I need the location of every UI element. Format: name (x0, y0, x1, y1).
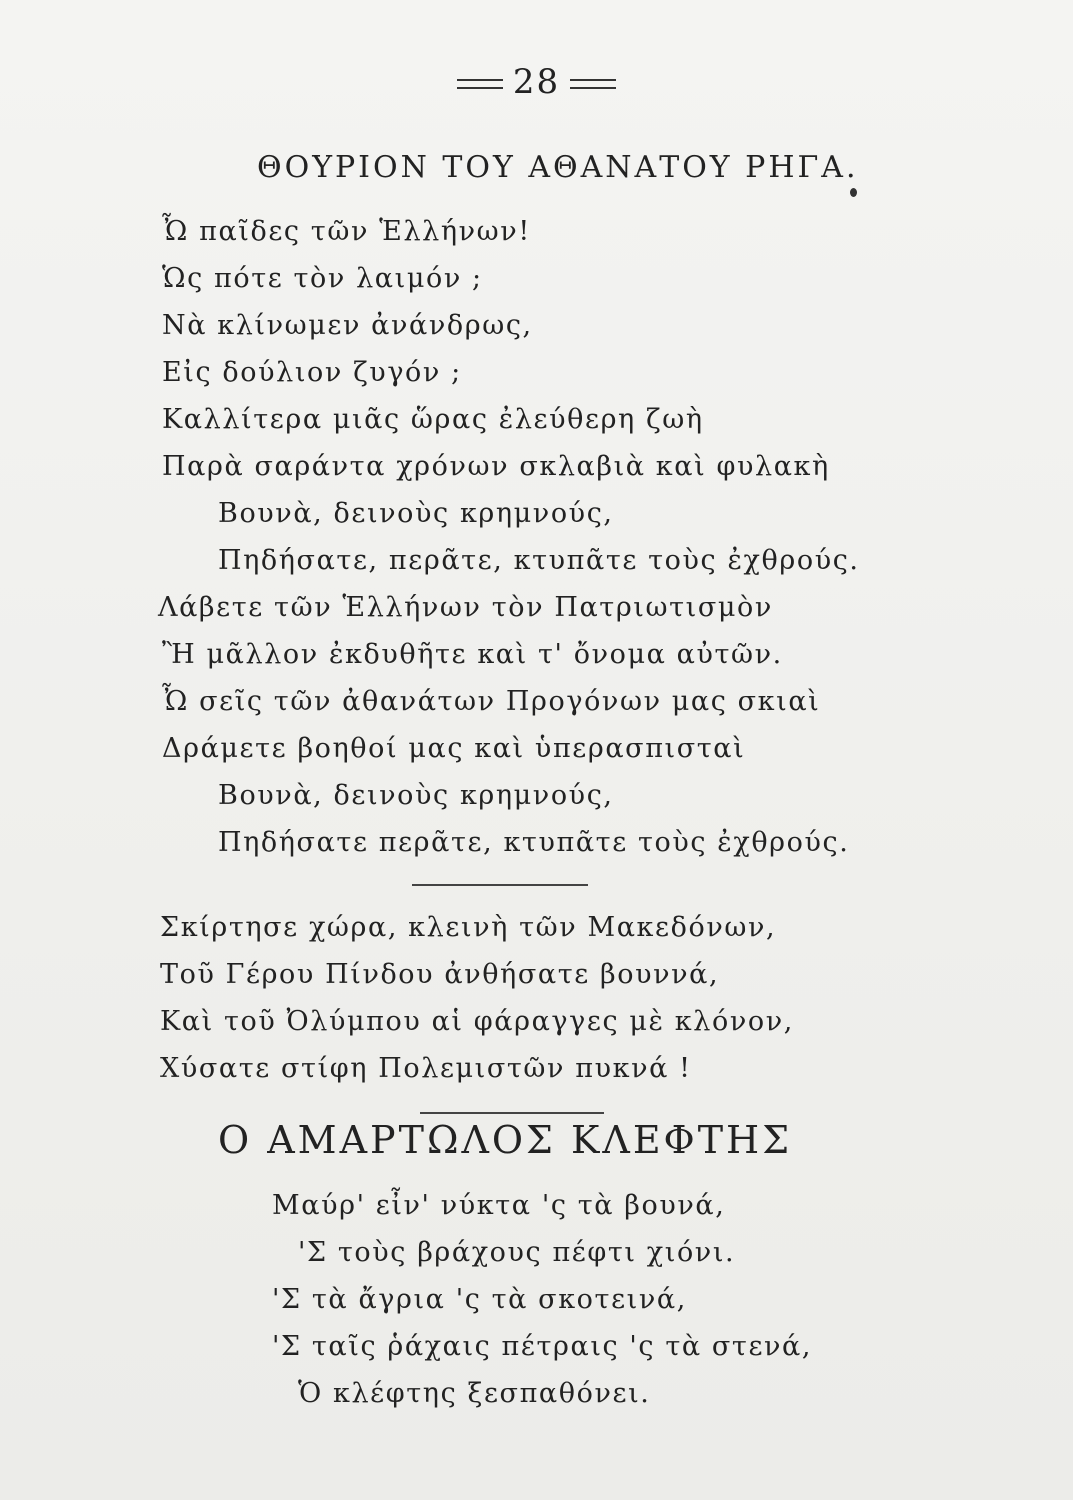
poem-line: Πηδήσατε, περᾶτε, κτυπᾶτε τοὺς ἐχθρούς. (218, 545, 860, 576)
poem-line: Χύσατε στίφη Πολεμιστῶν πυκνά ! (160, 1053, 692, 1084)
poem-line: Βουνὰ, δεινοὺς κρημνούς, (218, 498, 614, 529)
poem-line: Βουνὰ, δεινοὺς κρημνούς, (218, 780, 614, 811)
poem-line: 'Σ τοὺς βράχους πέφτι χιόνι. (298, 1237, 736, 1268)
poem-line: Ὦ παῖδες τῶν Ἑλλήνων! (162, 216, 531, 247)
poem-line: Καλλίτερα μιᾶς ὥρας ἐλεύθερη ζωὴ (162, 404, 704, 435)
poem-line: Ἢ μᾶλλον ἐκδυθῆτε καὶ τ' ὄνομα αὐτῶν. (162, 639, 783, 670)
poem-line: Τοῦ Γέρου Πίνδου ἀνθήσατε βουννά, (160, 959, 720, 990)
poem-line: Ὁ κλέφτης ξεσπαθόνει. (298, 1378, 651, 1409)
page-number: 28 (512, 62, 561, 102)
poem-line: Παρὰ σαράντα χρόνων σκλαβιὰ καὶ φυλακὴ (162, 451, 830, 482)
section-divider (420, 1112, 604, 1114)
poem-line: Μαύρ' εἶν' νύκτα 'ς τὰ βουνά, (272, 1190, 726, 1221)
poem-line: Εἰς δούλιον ζυγόν ; (162, 357, 462, 388)
poem-line: Ὡς πότε τὸν λαιμόν ; (162, 263, 483, 294)
poem-title-kleftis: Ο ΑΜΑΡΤΩΛΟΣ ΚΛΕΦΤΗΣ (218, 1118, 793, 1162)
poem-line: Πηδήσατε περᾶτε, κτυπᾶτε τοὺς ἐχθρούς. (218, 827, 850, 858)
left-double-rule (457, 79, 503, 89)
poem-line: Λάβετε τῶν Ἑλλήνων τὸν Πατριωτισμὸν (158, 592, 773, 623)
ink-speck (850, 188, 857, 197)
section-divider (412, 884, 588, 886)
poem-line: Καὶ τοῦ Ὀλύμπου αἱ φάραγγες μὲ κλόνον, (160, 1006, 794, 1037)
page-number-header (0, 62, 1073, 102)
poem-line: Δράμετε βοηθοί μας καὶ ὑπερασπισταὶ (162, 733, 746, 764)
poem-line: 'Σ ταῖς ῥάχαις πέτραις 'ς τὰ στενά, (272, 1331, 813, 1362)
poem-title-thourios: ΘΟΥΡΙΟΝ ΤΟΥ ΑΘΑΝΑΤΟΥ ΡΗΓΑ. (257, 150, 859, 185)
poem-line: Σκίρτησε χώρα, κλεινὴ τῶν Μακεδόνων, (160, 912, 777, 943)
poem-line: Ὦ σεῖς τῶν ἀθανάτων Προγόνων μας σκιαὶ (162, 686, 821, 717)
poem-line: Νὰ κλίνωμεν ἀνάνδρως, (162, 310, 533, 341)
right-double-rule (570, 79, 616, 89)
poem-line: 'Σ τὰ ἄγρια 'ς τὰ σκοτεινά, (272, 1284, 687, 1315)
